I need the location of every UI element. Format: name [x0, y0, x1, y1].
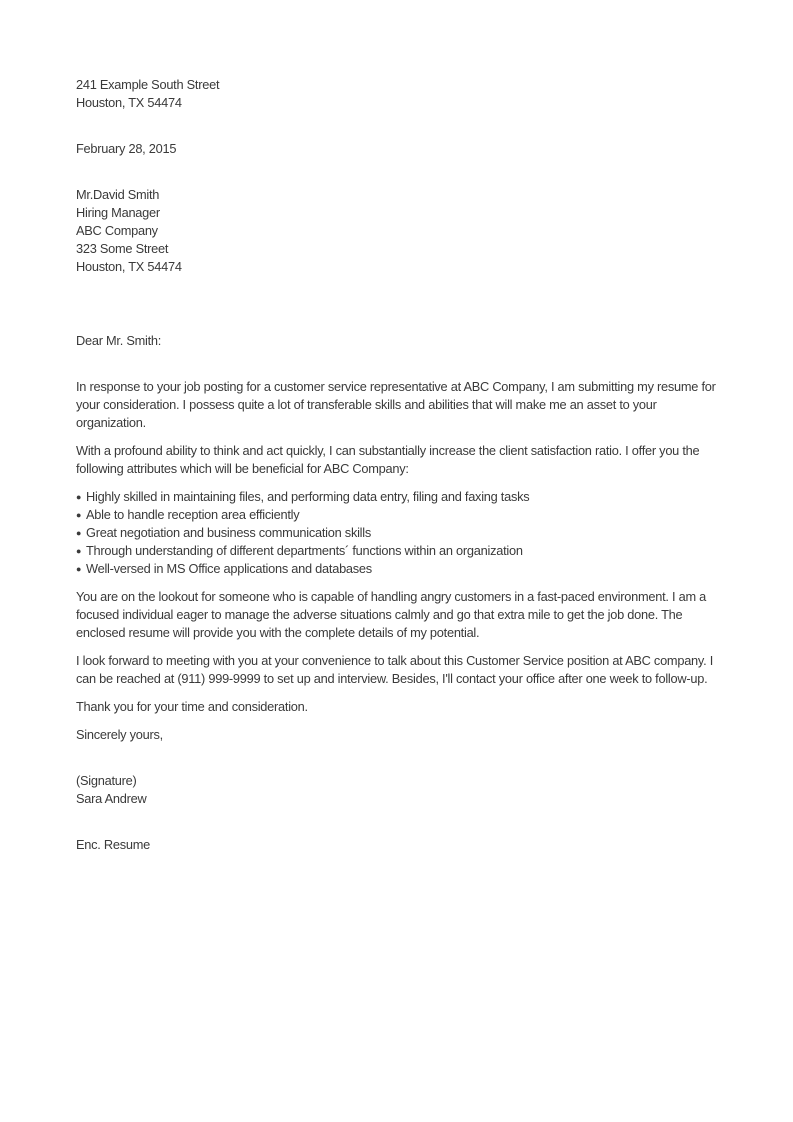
salutation-text: Dear Mr. Smith: — [76, 333, 162, 348]
list-item-label: Through understanding of different departments´ functions within an organization — [86, 543, 523, 558]
list-item — [76, 524, 716, 542]
body-paragraph-4: I look forward to meeting with you at your convenience to talk about this Customer Service position at ABC company. I can be reached at (911) 999-9999 to set up and interview. Besides, I'll contact your office after one week to follow-up. — [76, 653, 714, 686]
body-paragraph-2: With a profound ability to think and act quickly, I can substantially increase the client satisfaction ratio. I offer you the following attributes which will be beneficial for ABC Company: — [76, 443, 700, 476]
sender-street: 241 Example South Street — [76, 77, 220, 92]
letter-body — [76, 76, 716, 854]
enclosure — [76, 836, 716, 854]
salutation — [76, 332, 716, 350]
recipient-title: Hiring Manager — [76, 205, 160, 220]
enclosure-text: Enc. Resume — [76, 837, 150, 852]
bullet-icon: ● — [76, 510, 82, 520]
recipient-name: Mr.David Smith — [76, 187, 160, 202]
signature-placeholder: (Signature) — [76, 773, 137, 788]
sender-name: Sara Andrew — [76, 791, 147, 806]
recipient-city-state-zip: Houston, TX 54474 — [76, 259, 182, 274]
bullet-icon: ● — [76, 546, 82, 556]
list-item-label: Able to handle reception area efficiently — [86, 507, 300, 522]
signoff-text: Sincerely yours, — [76, 727, 163, 742]
list-item — [76, 560, 716, 578]
list-item — [76, 488, 716, 506]
list-item-label: Well-versed in MS Office applications and databases — [86, 561, 372, 576]
sender-city-state-zip: Houston, TX 54474 — [76, 95, 182, 110]
body-paragraph-5: Thank you for your time and consideration. — [76, 699, 308, 714]
sender-address-block — [76, 76, 716, 112]
body-paragraph-3: You are on the lookout for someone who is capable of handling angry customers in a fast-paced environment. I am a focused individual eager to manage the adverse situations calmly and go that extra mile to get the job done. The enclosed resume will provide you with the complete details of my potential. — [76, 589, 707, 640]
recipient-company: ABC Company — [76, 223, 158, 238]
recipient-street: 323 Some Street — [76, 241, 169, 256]
body-paragraph-1: In response to your job posting for a customer service representative at ABC Company, I am submitting my resume for your consideration. I possess quite a lot of transferable skills and abilities that will make me an asset to your organization. — [76, 379, 716, 430]
list-item — [76, 506, 716, 524]
letter-date — [76, 140, 716, 158]
list-item — [76, 542, 716, 560]
recipient-address-block — [76, 186, 716, 276]
list-item-label: Highly skilled in maintaining files, and performing data entry, filing and faxing tasks — [86, 489, 530, 504]
list-item-label: Great negotiation and business communication skills — [86, 525, 371, 540]
bullet-icon: ● — [76, 492, 82, 502]
bullet-icon: ● — [76, 564, 82, 574]
signoff — [76, 726, 716, 744]
signature-block — [76, 772, 716, 808]
attributes-list — [76, 488, 716, 578]
date-text: February 28, 2015 — [76, 141, 177, 156]
bullet-icon: ● — [76, 528, 82, 538]
